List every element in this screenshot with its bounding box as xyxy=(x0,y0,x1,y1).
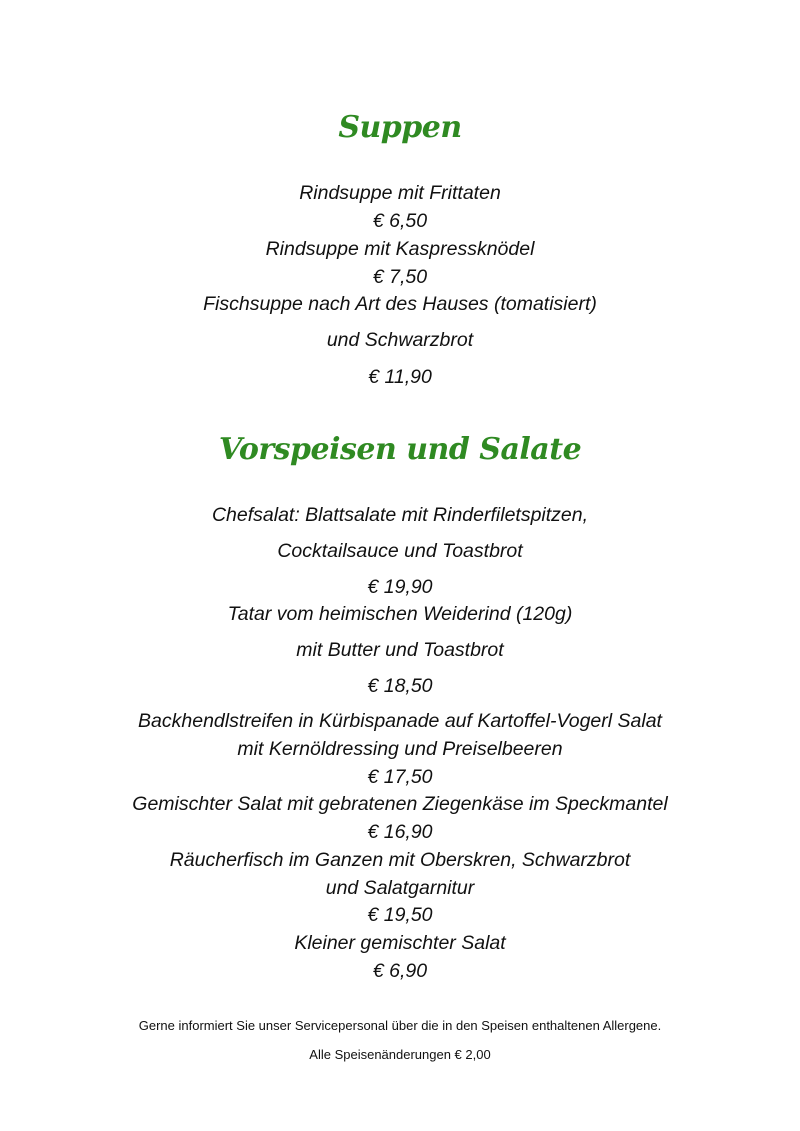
menu-item-price: € 18,50 xyxy=(367,675,433,697)
menu-item-price: € 6,90 xyxy=(372,960,428,982)
menu-item-description: mit Kernöldressing und Preiselbeeren xyxy=(237,738,563,760)
menu-item-tatar: Tatar vom heimischen Weiderind (120g) xyxy=(227,603,573,625)
section-title-vorspeisen: Vorspeisen und Salate xyxy=(218,432,582,467)
menu-item-rindsuppe-kaspressknoedel: Rindsuppe mit Kaspressknödel xyxy=(265,238,535,260)
menu-item-kleiner-salat: Kleiner gemischter Salat xyxy=(294,932,506,954)
menu-item-description: Cocktailsauce und Toastbrot xyxy=(277,540,523,562)
menu-item-description: mit Butter und Toastbrot xyxy=(296,639,504,661)
allergen-note: Gerne informiert Sie unser Servicepersonal über die in den Speisen enthaltenen Allergene. xyxy=(138,1018,662,1033)
menu-item-raeucherfisch: Räucherfisch im Ganzen mit Oberskren, Schwarzbrot xyxy=(169,849,631,871)
menu-item-rindsuppe-frittaten: Rindsuppe mit Frittaten xyxy=(299,182,501,204)
section-title-suppen: Suppen xyxy=(338,110,462,145)
change-fee-note: Alle Speisenänderungen € 2,00 xyxy=(309,1047,491,1062)
menu-item-chefsalat: Chefsalat: Blattsalate mit Rinderfiletspitzen, xyxy=(211,504,589,526)
menu-item-description: und Schwarzbrot xyxy=(326,329,474,351)
menu-item-fischsuppe: Fischsuppe nach Art des Hauses (tomatisiert) xyxy=(203,293,597,315)
menu-item-price: € 6,50 xyxy=(372,210,428,232)
menu-item-price: € 19,50 xyxy=(367,904,433,926)
menu-item-price: € 7,50 xyxy=(372,266,428,288)
menu-item-price: € 11,90 xyxy=(368,366,432,388)
menu-item-gemischter-salat-ziegenkaese: Gemischter Salat mit gebratenen Ziegenkäse im Speckmantel xyxy=(132,793,668,815)
menu-item-price: € 19,90 xyxy=(367,576,433,598)
menu-item-price: € 17,50 xyxy=(367,766,433,788)
menu-item-backhendlstreifen: Backhendlstreifen in Kürbispanade auf Kartoffel-Vogerl Salat xyxy=(138,710,662,732)
menu-item-description: und Salatgarnitur xyxy=(325,877,475,899)
menu-item-price: € 16,90 xyxy=(367,821,433,843)
